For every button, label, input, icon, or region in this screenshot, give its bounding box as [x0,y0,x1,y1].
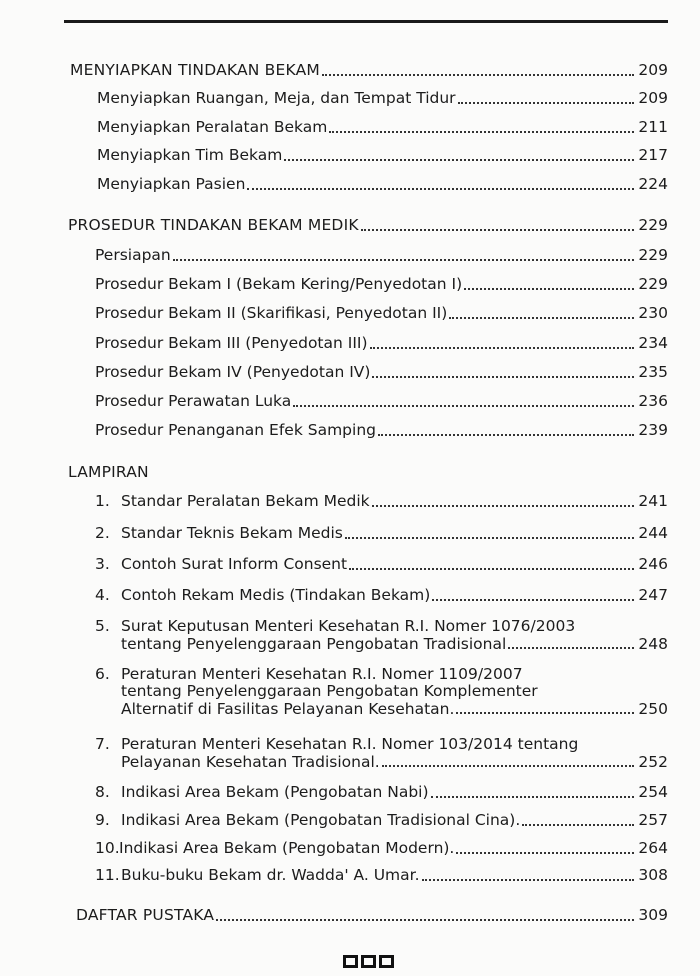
dot-leader [173,259,635,261]
footer-ornament [343,955,394,968]
ornament-square [361,955,376,968]
dot-leader [456,852,634,854]
dot-leader [422,879,635,881]
dot-leader [361,229,635,231]
top-rule [64,20,668,23]
toc-entry[interactable]: 2. Standar Teknis Bekam Medis 244 [95,524,668,542]
toc-entry[interactable]: 8. Indikasi Area Bekam (Pengobatan Nabi) 254 [95,783,668,801]
toc-entry[interactable]: Menyiapkan Ruangan, Meja, dan Tempat Tidur 209 [97,89,668,107]
toc-entry[interactable]: 1. Standar Peralatan Bekam Medik 241 [95,492,668,510]
dot-leader [458,102,635,104]
dot-leader [372,505,635,507]
dot-leader [370,347,635,349]
dot-leader [432,599,634,601]
dot-leader [456,712,634,714]
ornament-square [379,955,394,968]
dot-leader [382,765,635,767]
dot-leader [522,824,634,826]
toc-entry[interactable]: 10. Indikasi Area Bekam (Pengobatan Modern). 264 [95,839,668,857]
dot-leader [378,434,634,436]
toc-entry[interactable]: Persiapan 229 [95,246,668,264]
ornament-square [343,955,358,968]
dot-leader [216,919,634,921]
dot-leader [449,317,634,319]
toc-section-heading[interactable]: PROSEDUR TINDAKAN BEKAM MEDIK 229 [68,216,668,234]
toc-entry[interactable]: Menyiapkan Tim Bekam 217 [97,146,668,164]
toc-entry[interactable]: 4. Contoh Rekam Medis (Tindakan Bekam) 247 [95,586,668,604]
toc-entry[interactable]: Menyiapkan Pasien 224 [97,175,668,193]
dot-leader [322,74,634,76]
toc-entry[interactable]: Prosedur Bekam IV (Penyedotan IV) 235 [95,363,668,381]
toc-entry[interactable]: Prosedur Bekam I (Bekam Kering/Penyedotan I) 229 [95,275,668,293]
toc-entry[interactable]: Menyiapkan Peralatan Bekam 211 [97,118,668,136]
toc-entry-multiline[interactable]: 7. Peraturan Menteri Kesehatan R.I. Nomer 103/2014 tentang Pelayanan Kesehatan Tradisional. 252 [95,735,668,771]
toc-entry-multiline[interactable]: 6. Peraturan Menteri Kesehatan R.I. Nomer 1109/2007 tentang Penyelenggaraan Pengobatan Komplementer Alternatif di Fasilitas Pelayanan Kesehatan. 250 [95,665,668,718]
dot-leader [508,647,634,649]
dot-leader [372,376,634,378]
dot-leader [284,159,634,161]
toc-entry[interactable]: Prosedur Bekam III (Penyedotan III) 234 [95,334,668,352]
dot-leader [247,188,634,190]
toc-entry[interactable]: Prosedur Perawatan Luka 236 [95,392,668,410]
dot-leader [349,568,634,570]
toc-entry[interactable]: 3. Contoh Surat Inform Consent 246 [95,555,668,573]
toc-section-heading[interactable]: LAMPIRAN [68,463,149,481]
dot-leader [431,796,635,798]
dot-leader [345,537,635,539]
dot-leader [293,405,634,407]
toc-entry[interactable]: 9. Indikasi Area Bekam (Pengobatan Tradisional Cina). 257 [95,811,668,829]
dot-leader [329,131,634,133]
dot-leader [464,288,634,290]
toc-section-heading[interactable]: DAFTAR PUSTAKA 309 [76,906,668,924]
toc-entry[interactable]: 11. Buku-buku Bekam dr. Wadda' A. Umar. 308 [95,866,668,884]
toc-section-heading[interactable]: MENYIAPKAN TINDAKAN BEKAM 209 [70,61,668,79]
toc-entry-multiline[interactable]: 5. Surat Keputusan Menteri Kesehatan R.I. Nomer 1076/2003 tentang Penyelenggaraan Pengobatan Tradisional 248 [95,617,668,653]
toc-entry[interactable]: Prosedur Bekam II (Skarifikasi, Penyedotan II) 230 [95,304,668,322]
toc-entry[interactable]: Prosedur Penanganan Efek Samping 239 [95,421,668,439]
